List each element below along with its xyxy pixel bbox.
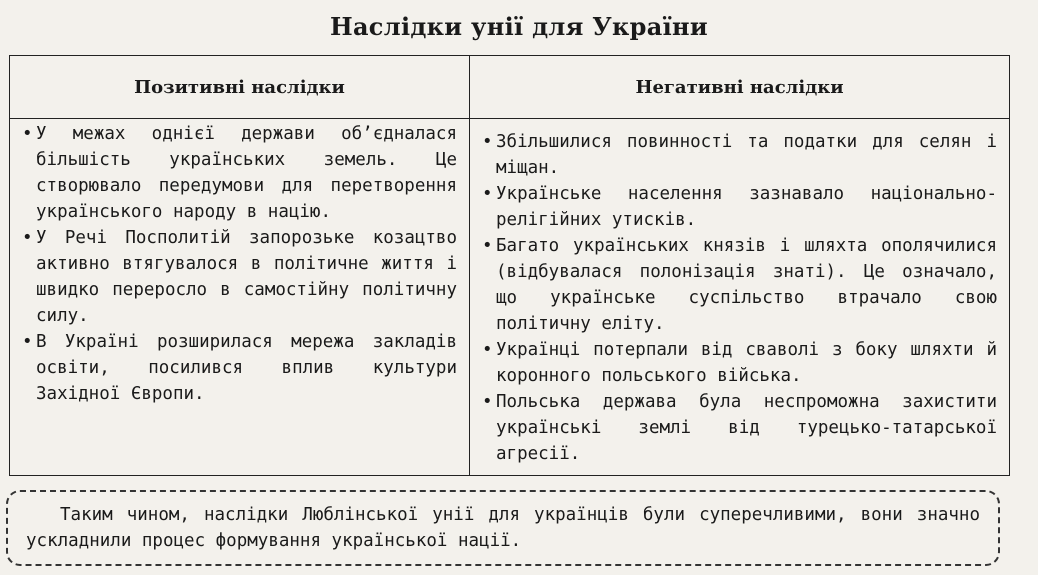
positive-list [22,121,457,407]
table-header-row [10,56,1010,119]
negative-cell [470,119,1010,476]
negative-item: • Українці потерпали від сваволі з боку шляхти й коронного польського війська. [482,337,997,389]
positive-item: • У Речі Посполитій запорозьке козацтво активно втягувалося в політичне життя і швидко переросло в самостійну політичну силу. [22,225,457,329]
negative-item: • Багато українських князів і шляхта ополячилися (відбувалася полонізація знаті). Це означало, що українське суспільство втрачало свою політичну еліту. [482,233,997,337]
positive-item: • В Україні розширилася мережа закладів освіти, посилився вплив культури Західної Європи. [22,329,457,407]
page-title: Наслідки унії для України [329,12,708,41]
conclusion-text: Таким чином, наслідки Люблінської унії для українців були суперечливими, вони значно ускладнили процес формування української нації. [26,505,980,551]
positive-header: Позитивні наслідки [10,56,470,119]
negative-item: • Польська держава була неспроможна захистити українські землі від турецько-татарської агресії. [482,389,997,467]
negative-item: • Збільшилися повинності та податки для селян і міщан. [482,129,997,181]
consequences-table [9,55,1010,476]
conclusion-box [6,490,1000,566]
negative-list [482,121,997,467]
positive-cell [10,119,470,476]
negative-header: Негативні наслідки [470,56,1010,119]
table-body-row [10,119,1010,476]
negative-item: • Українське населення зазнавало національно-релігійних утисків. [482,181,997,233]
positive-item: • У межах однієї держави об’єдналася більшість українських земель. Це створювало передумови для перетворення українського народу в націю. [22,121,457,225]
